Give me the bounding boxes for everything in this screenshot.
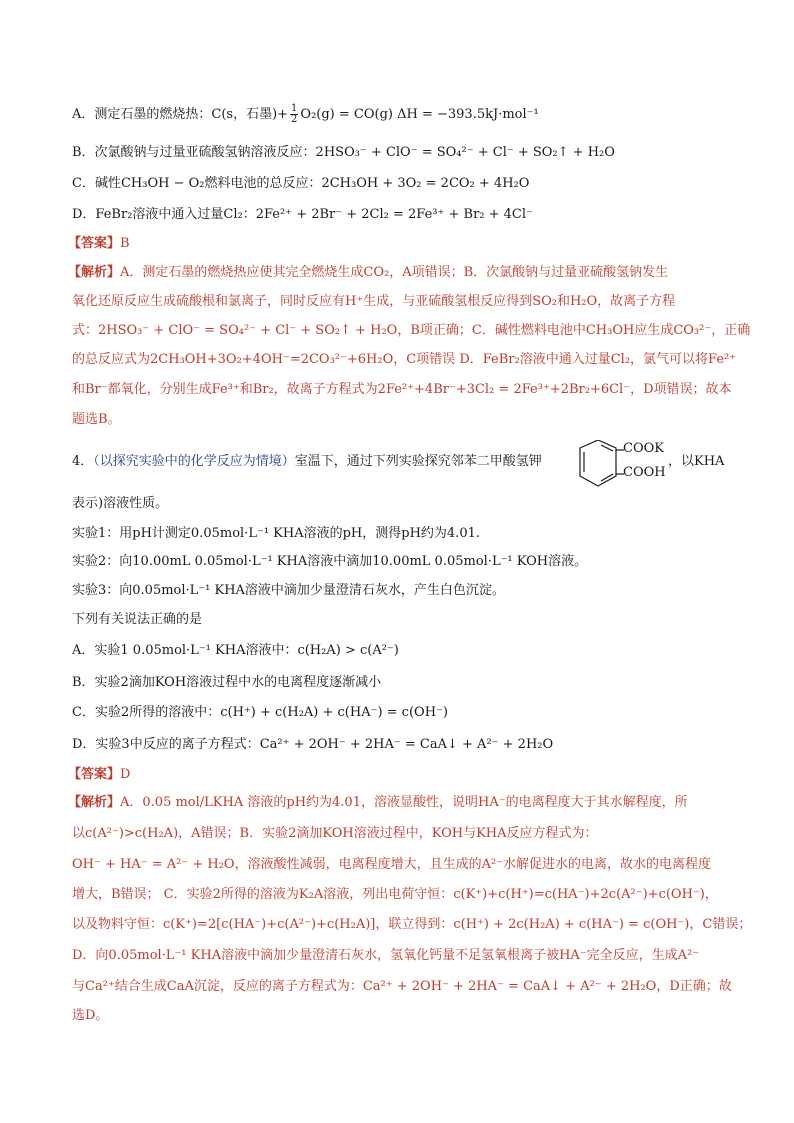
- question-context: （以探究实验中的化学反应为情境）: [93, 454, 295, 469]
- option-b: B．实验2滴加KOH溶液过程中水的电离程度逐渐减小: [72, 675, 382, 690]
- analysis-line: 的总反应式为2CH₃OH+3O₂+4OH⁻=2CO₃²⁻+6H₂O，C项错误 D．FeBr₂溶液中通入过量Cl₂，氯气可以将Fe²⁺: [72, 352, 737, 367]
- option-d: D．实验3中反应的离子方程式：Ca²⁺ + 2OH⁻ + 2HA⁻ = CaA↓ + A²⁻ + 2H₂O: [72, 737, 554, 752]
- analysis-label: 【解析】: [68, 265, 121, 280]
- option-b: B．次氯酸钠与过量亚硫酸氢钠溶液反应：2HSO₃⁻ + ClO⁻ = SO₄²⁻ + Cl⁻ + SO₂↑ + H₂O: [72, 145, 615, 160]
- option-a-prefix: A．测定石墨的燃烧热：C(s，石墨)+: [72, 107, 289, 122]
- analysis-line: 增大，B错误； C．实验2所得的溶液为K₂A溶液，列出电荷守恒：c(K⁺)+c(H⁺)=c(HA⁻)+2c(A²⁻)+c(OH⁻)，: [72, 887, 718, 902]
- option-a: [72, 104, 539, 125]
- option-c: C．实验2所得的溶液中：c(H⁺) + c(H₂A) + c(HA⁻) = c(OH⁻): [72, 705, 448, 720]
- experiment-1: 实验1：用pH计测定0.05mol·L⁻¹ KHA溶液的pH，测得pH约为4.01.: [72, 526, 480, 541]
- analysis-line: 以c(A²⁻)>c(H₂A)，A错误；B．实验2滴加KOH溶液过程中，KOH与KHA反应方程式为：: [72, 826, 598, 841]
- experiment-2: 实验2：向10.00mL 0.05mol·L⁻¹ KHA溶液中滴加10.00mL 0.05mol·L⁻¹ KOH溶液。: [72, 554, 588, 569]
- question-4-stem-tail: ，以KHA: [668, 454, 725, 469]
- analysis-line: OH⁻ + HA⁻ = A²⁻ + H₂O，溶液酸性减弱，电离程度增大，且生成的A²⁻水解促进水的电离，故水的电离程度: [72, 857, 712, 872]
- cook-group-label: COOK: [623, 441, 664, 456]
- question-number: 4．: [72, 454, 94, 469]
- analysis-line: 【解析】A．测定石墨的燃烧热应使其完全燃烧生成CO₂，A项错误；B．次氯酸钠与过量亚硫酸氢钠发生: [68, 265, 669, 280]
- answer-label: 【答案】: [68, 767, 121, 782]
- question-prompt: 下列有关说法正确的是: [72, 612, 203, 627]
- question-4-stem: 4．（以探究实验中的化学反应为情境）室温下，通过下列实验探究邻苯二甲酸氢钾: [72, 454, 542, 469]
- answer-line: [68, 765, 130, 785]
- analysis-line: 氧化还原反应生成硫酸根和氯离子，同时反应有H⁺生成，与亚硫酸氢根反应得到SO₂和H₂O，故离子方程: [72, 294, 676, 309]
- fraction-denominator: 2: [291, 114, 298, 125]
- experiment-3: 实验3：向0.05mol·L⁻¹ KHA溶液中滴加少量澄清石灰水，产生白色沉淀。: [72, 583, 505, 598]
- double-bond: [601, 474, 613, 481]
- analysis-line: 选D。: [72, 1008, 109, 1023]
- fraction: [290, 104, 298, 125]
- cooh-group-label: COOH: [623, 465, 666, 480]
- analysis-line: 式：2HSO₃⁻ + ClO⁻ = SO₄²⁻ + Cl⁻ + SO₂↑ + H₂O，B项正确；C．碱性燃料电池中CH₃OH应生成CO₃²⁻，正确: [72, 323, 751, 338]
- question-4-stem-cont: 表示)溶液性质。: [72, 496, 169, 511]
- analysis-line: 【解析】A．0.05 mol/LKHA 溶液的pH约为4.01，溶液显酸性，说明HA⁻的电离程度大于其水解程度，所: [68, 795, 688, 810]
- option-a: A．实验1 0.05mol·L⁻¹ KHA溶液中：c(H₂A) > c(A²⁻): [72, 643, 399, 658]
- answer-line: [68, 234, 130, 254]
- answer-value: D: [120, 767, 131, 782]
- answer-label: 【答案】: [68, 236, 121, 251]
- option-a-suffix: O₂(g) = CO(g) ΔH = −393.5kJ·mol⁻¹: [300, 107, 539, 122]
- option-c: C．碱性CH₃OH − O₂燃料电池的总反应：2CH₃OH + 3O₂ = 2CO₂ + 4H₂O: [72, 176, 530, 191]
- analysis-line: D．向0.05mol·L⁻¹ KHA溶液中滴加少量澄清石灰水，氢氧化钙量不足氢氧根离子被HA⁻完全反应，生成A²⁻: [72, 948, 700, 963]
- analysis-line: 与Ca²⁺结合生成CaA沉淀，反应的离子方程式为：Ca²⁺ + 2OH⁻ + 2HA⁻ = CaA↓ + A²⁻ + 2H₂O，D正确；故: [72, 979, 732, 994]
- analysis-line: 和Br⁻都氧化，分别生成Fe³⁺和Br₂，故离子方程式为2Fe²⁺+4Br⁻+3Cl₂ = 2Fe³⁺+2Br₂+6Cl⁻，D项错误；故本: [72, 382, 732, 397]
- analysis-line: 题选B。: [72, 412, 121, 427]
- answer-value: B: [120, 236, 130, 251]
- option-d: D．FeBr₂溶液中通入过量Cl₂：2Fe²⁺ + 2Br⁻ + 2Cl₂ = 2Fe³⁺ + Br₂ + 4Cl⁻: [72, 207, 533, 222]
- analysis-line: 以及物料守恒：c(K⁺)=2[c(HA⁻)+c(A²⁻)+c(H₂A)]，联立得到：c(H⁺) + 2c(H₂A) + c(HA⁻) = c(OH⁻)，C错误；: [72, 917, 752, 932]
- benzene-ring: [580, 440, 616, 486]
- fraction-numerator: 1: [291, 103, 298, 114]
- analysis-label: 【解析】: [68, 795, 121, 810]
